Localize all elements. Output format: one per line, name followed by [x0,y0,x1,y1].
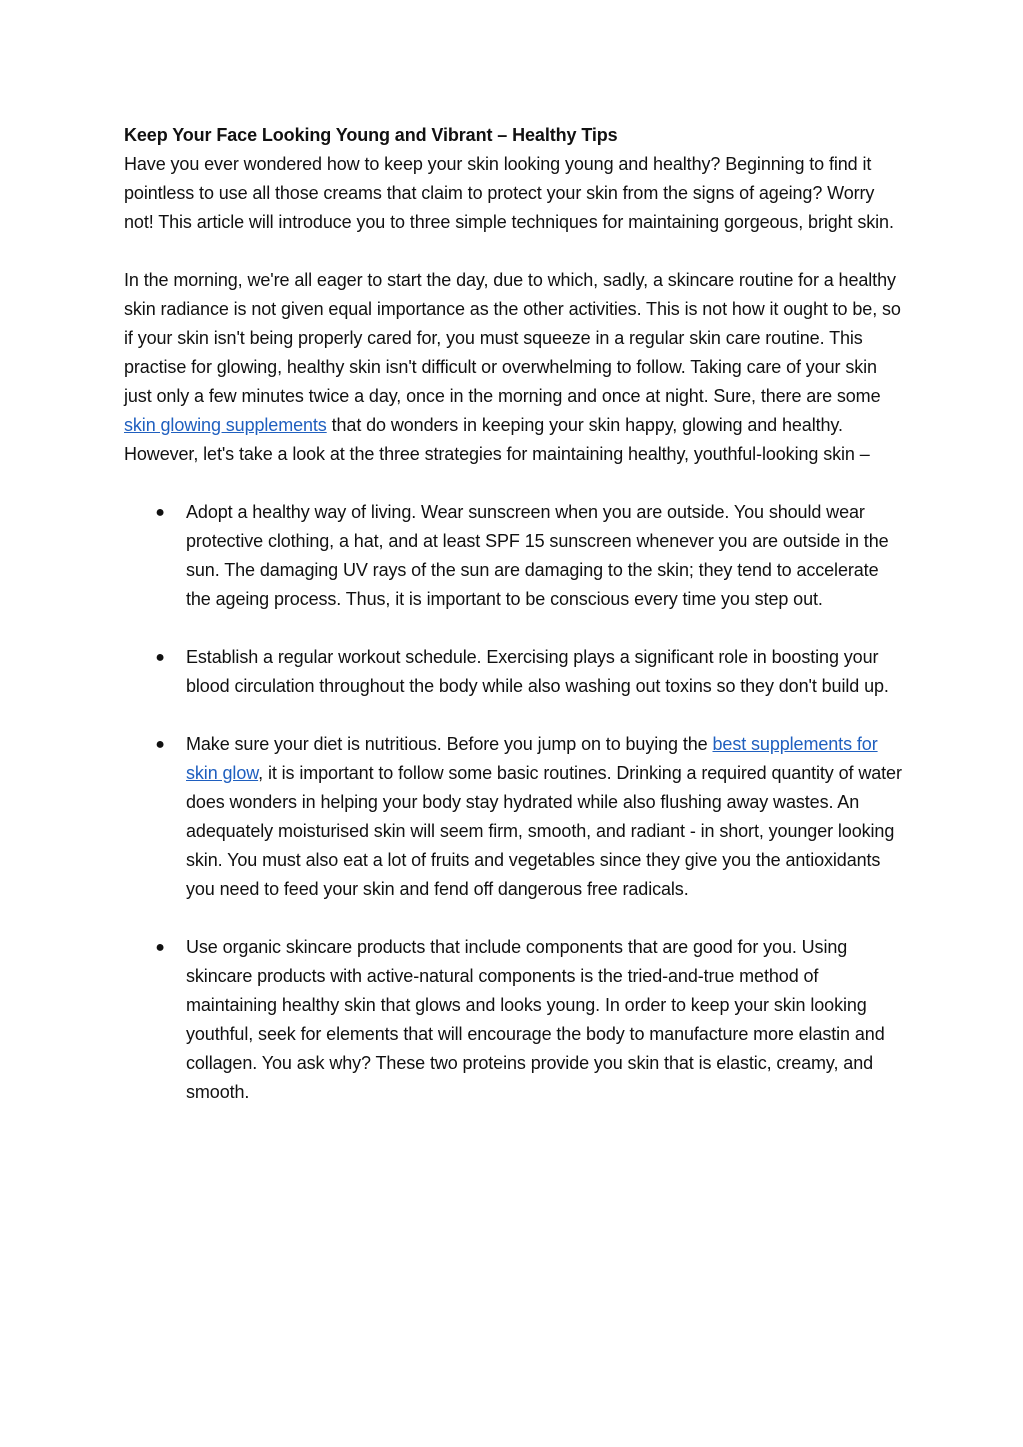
tip-text: Use organic skincare products that include components that are good for you. Using skincare products with active-natural components is the tried-and-true method of maintaining healthy skin that glows and looks young. In order to keep your skin looking youthful, seek for elements that will encourage the body to manufacture more elastin and collagen. You ask why? These two proteins provide you skin that is elastic, creamy, and smooth. [186,937,885,1102]
paragraph-text-after-link: that do wonders in keeping your skin happy, glowing and healthy. However, let's take a look at the three strategies for maintaining healthy, youthful-looking skin – [124,415,870,464]
tip-text-after-link: , it is important to follow some basic routines. Drinking a required quantity of water does wonders in helping your body stay hydrated while also flushing away wastes. An adequately moisturised skin will seem firm, smooth, and radiant - in short, younger looking skin. You must also eat a lot of fruits and vegetables since they give you the antioxidants you need to feed your skin and fend off dangerous free radicals. [186,763,902,899]
best-supplements-link[interactable]: best supplements for skin glow [186,734,878,783]
skin-glowing-supplements-link[interactable]: skin glowing supplements [124,415,327,435]
bullet-icon: ● [155,649,165,666]
tips-list [124,498,904,1107]
intro-paragraph: Have you ever wondered how to keep your skin looking young and healthy? Beginning to find it pointless to use all those creams that claim to protect your skin from the signs of ageing? Worry not! This article will introduce you to three simple techniques for maintaining gorgeous, bright skin. [124,154,894,232]
list-item [124,933,904,1107]
tip-text-before-link: Make sure your diet is nutritious. Before you jump on to buying the [186,734,713,754]
article-title: Keep Your Face Looking Young and Vibrant – Healthy Tips [124,125,618,145]
tip-text: Establish a regular workout schedule. Exercising plays a significant role in boosting your blood circulation throughout the body while also washing out toxins so they don't build up. [186,647,889,696]
paragraph-text-before-link: In the morning, we're all eager to start the day, due to which, sadly, a skincare routine for a healthy skin radiance is not given equal importance as the other activities. This is not how it ought to be, so if your skin isn't being properly cared for, you must squeeze in a regular skin care routine. This practise for glowing, healthy skin isn't difficult or overwhelming to follow. Taking care of your skin just only a few minutes twice a day, once in the morning and once at night. Sure, there are some [124,270,901,406]
list-item [124,643,904,701]
bullet-icon: ● [155,736,165,753]
article-body [124,121,904,1136]
bullet-icon: ● [155,939,165,956]
bullet-icon: ● [155,504,165,521]
list-item [124,498,904,614]
morning-routine-paragraph [124,266,904,469]
list-item [124,730,904,904]
tip-text: Adopt a healthy way of living. Wear sunscreen when you are outside. You should wear protective clothing, a hat, and at least SPF 15 sunscreen whenever you are outside in the sun. The damaging UV rays of the sun are damaging to the skin; they tend to accelerate the ageing process. Thus, it is important to be conscious every time you step out. [186,502,889,609]
